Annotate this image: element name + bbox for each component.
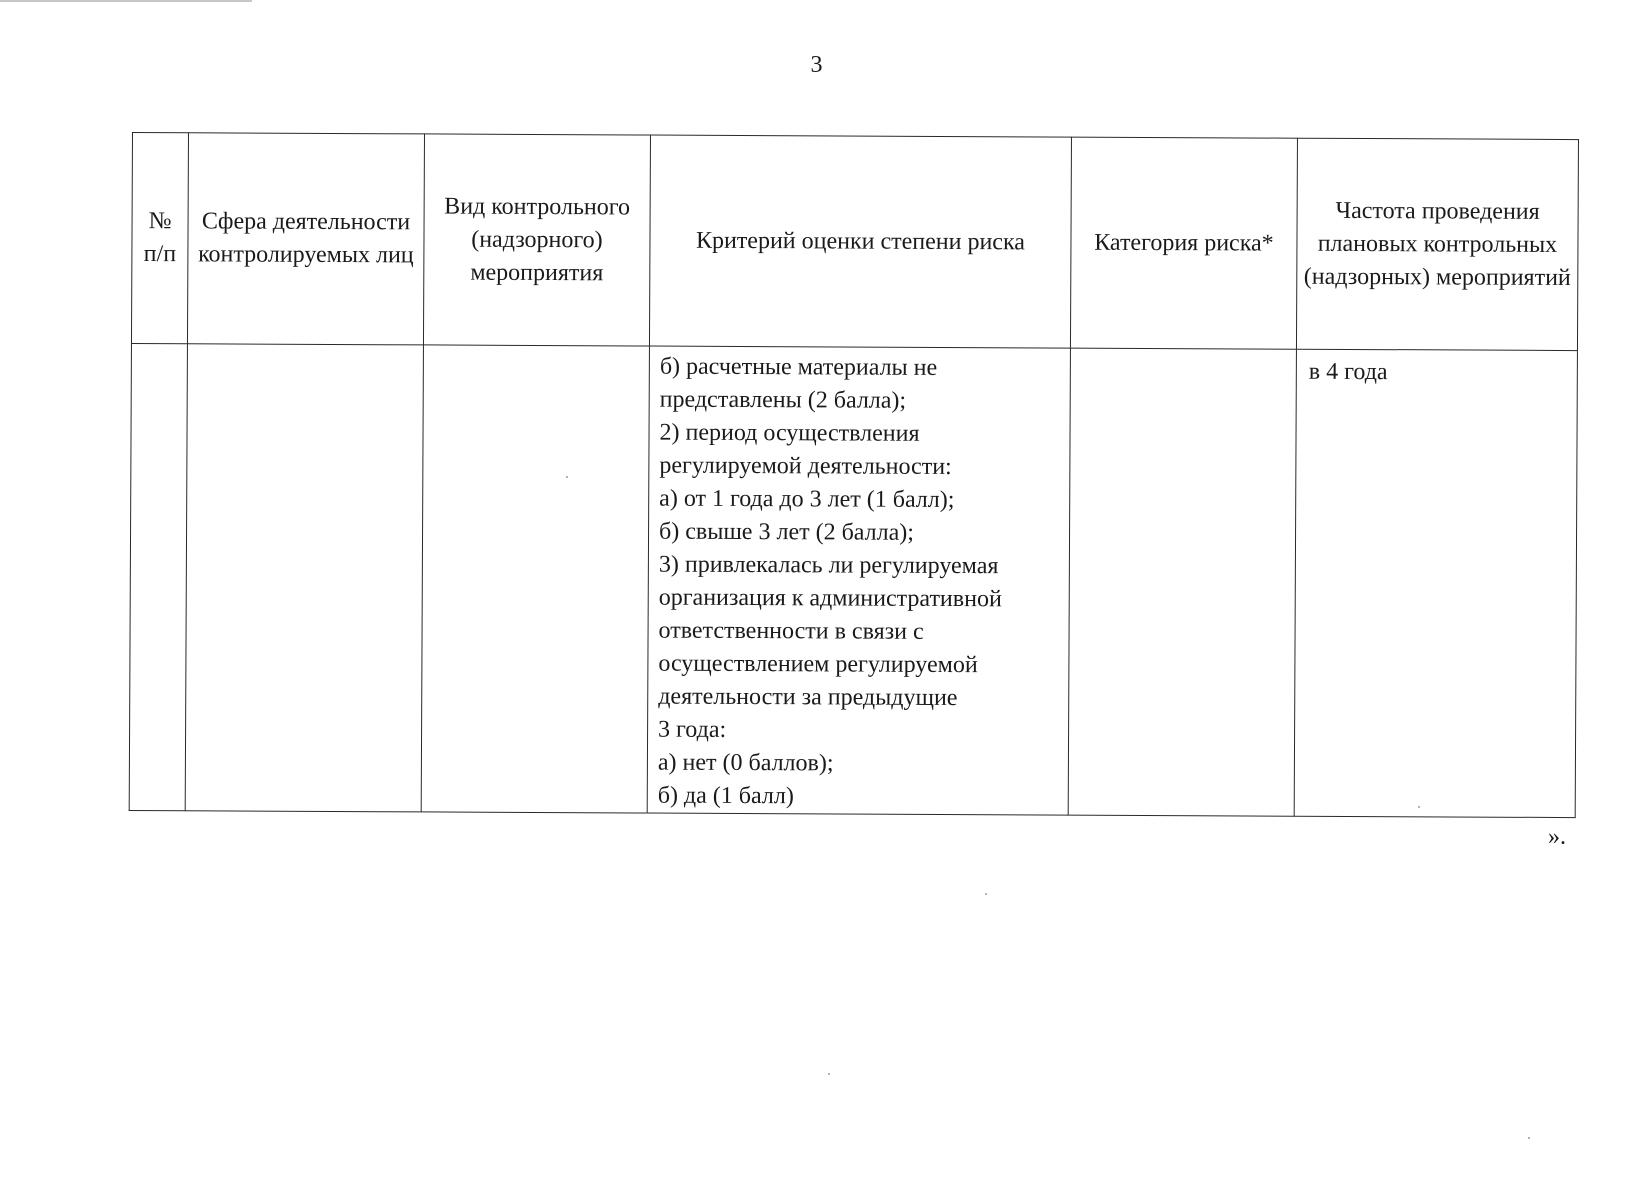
table-header-row	[131, 133, 1578, 351]
scan-speck	[566, 476, 568, 478]
scan-speck	[828, 1073, 830, 1075]
header-num: № п/п	[131, 133, 188, 344]
page-number: 3	[810, 52, 823, 78]
scan-speck	[1418, 806, 1420, 808]
criteria-line: осуществлением регулируемой	[658, 650, 978, 679]
risk-criteria-table	[129, 132, 1579, 818]
scan-edge-mark	[0, 0, 252, 2]
cell-criteria	[647, 346, 1070, 815]
criteria-line: б) расчетные материалы не	[659, 353, 938, 381]
cell-sphere	[185, 344, 423, 812]
header-sphere: Сфера деятельности контролируемых лиц	[187, 133, 424, 345]
criteria-line: регулируемой деятельности:	[659, 452, 952, 481]
header-criteria: Критерий оценки степени риска	[649, 135, 1071, 348]
cell-activity-type	[421, 345, 649, 813]
criteria-line: ответственности в связи с	[658, 617, 924, 645]
table-row	[129, 343, 1577, 817]
closing-quote: ».	[1548, 824, 1566, 850]
scan-speck	[985, 893, 987, 895]
scan-speck	[1528, 1137, 1530, 1139]
criteria-line: а) нет (0 баллов);	[657, 749, 834, 777]
criteria-line: 3 года:	[658, 716, 727, 743]
header-activity-type: Вид контрольного (надзорного) мероприятия	[423, 134, 650, 346]
criteria-line: б) свыше 3 лет (2 балла);	[658, 518, 915, 546]
cell-num	[129, 343, 187, 810]
header-category: Категория риска*	[1070, 137, 1297, 349]
criteria-line: а) от 1 года до 3 лет (1 балл);	[659, 485, 955, 514]
header-frequency: Частота проведения плановых контрольных (надзорных) мероприятий	[1296, 138, 1578, 350]
criteria-line: 2) период осуществления	[659, 419, 920, 447]
cell-frequency: в 4 года	[1294, 349, 1577, 817]
criteria-line: организация к административной	[658, 584, 1002, 613]
cell-category	[1068, 348, 1296, 816]
criteria-line: б) да (1 балл)	[657, 782, 794, 810]
criteria-line: 3) привлекалась ли регулируемая	[658, 551, 999, 580]
criteria-line: представлены (2 балла);	[659, 386, 907, 414]
criteria-line: деятельности за предыдущие	[658, 683, 958, 712]
